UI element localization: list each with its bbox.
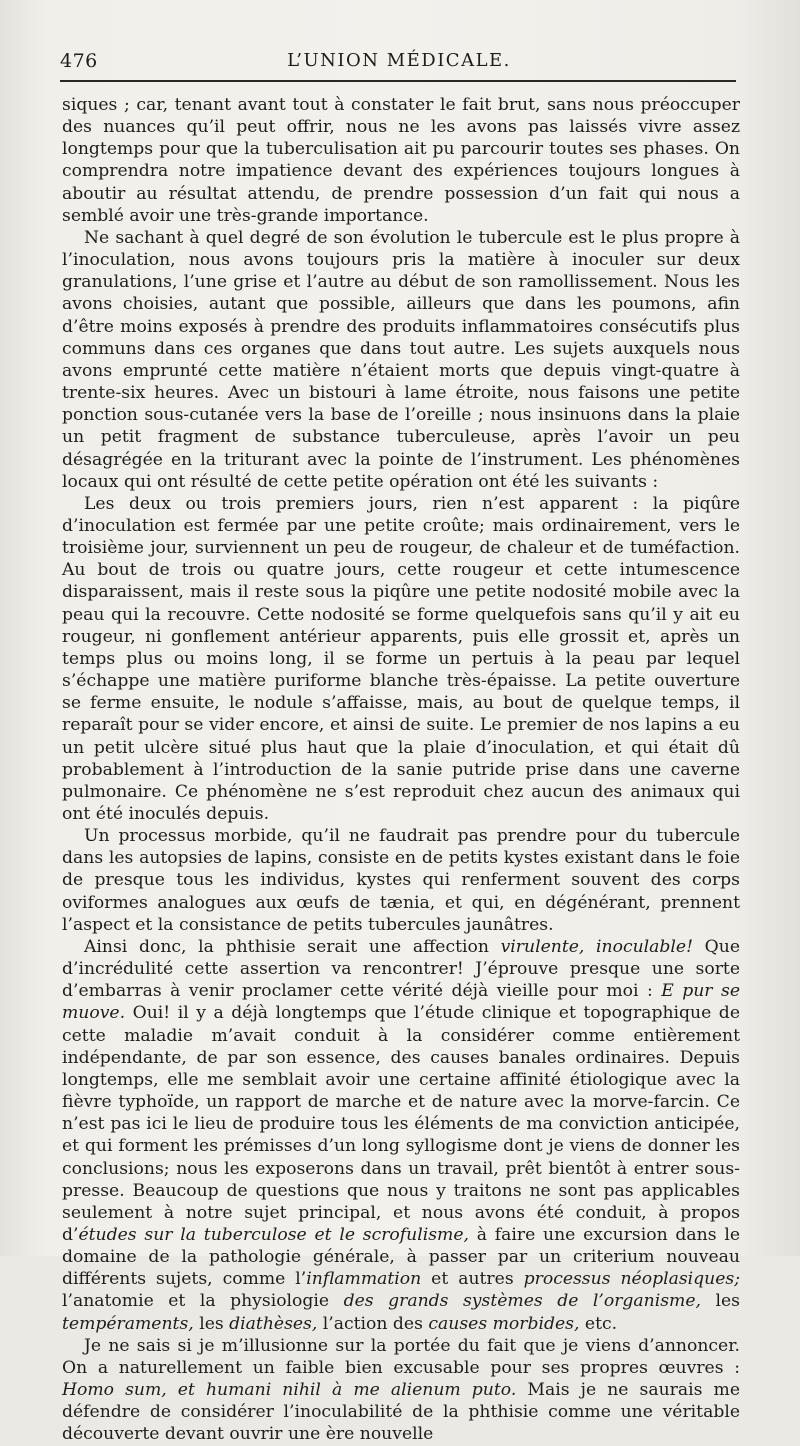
paragraph [62,1335,740,1446]
text-run: et autres [421,1269,524,1290]
text-run: siques ; car, tenant avant tout à constater le fait brut, sans nous préoccuper des nuances qu’il peut offrir, nous ne les avons pas laissés vivre assez longtemps pour que la tuberculisation ait pu parcourir toutes ses phases. On comprendra notre impatience devant des expériences toujours longues à aboutir au résultat attendu, de prendre possession d’un fait qui nous a semblé avoir une très-grande importance. [62,95,740,226]
running-title: L’UNION MÉDICALE. [287,50,511,71]
body-text [62,94,740,1446]
text-run: les [193,1313,230,1334]
text-run: l’action des [317,1313,429,1334]
text-run: Ne sachant à quel degré de son évolution le tubercule est le plus propre à l’inoculation, nous avons toujours pris la matière à inoculer sur deux granulations, l’une grise et l’autre au début de son ramollissement. Nous les avons choisies, autant que possible, ailleurs que dans les poumons, afin d’être moins exposés à prendre des produits inflammatoires consécutifs plus communs dans ces organes que dans tout autre. Les sujets auxquels nous avons emprunté cette matière n’étaient morts que depuis vingt-quatre à trente-six heures. Avec un bistouri à lame étroite, nous faisons une petite ponction sous-cutanée vers la base de l’oreille ; nous insinuons dans la plaie un petit fragment de substance tuberculeuse, après l’avoir un peu désagrégée en la triturant avec la pointe de l’instrument. Les phénomènes locaux qui ont résulté de cette petite opération ont été les suivants : [62,227,740,492]
text-run: Un processus morbide, qu’il ne faudrait pas prendre pour du tubercule dans les autopsies de lapins, consiste en de petits kystes existant dans le foie de presque tous les individus, kystes qui renferment souvent des corps oviformes analogues aux œufs de tænia, et qui, en dégénérant, prennent l’aspect et la consistance de petits tubercules jaunâtres. [62,826,740,935]
paragraph [62,936,740,1335]
paragraph [62,825,740,936]
paragraph [62,227,740,493]
text-run: les [701,1291,741,1312]
text-run: Je ne sais si je m’illusionne sur la portée du fait que je viens d’annoncer. On a naturellement un faible bien excusable pour ses propres œuvres : [62,1335,740,1378]
italic-run: études sur la tuberculose et le scrofulisme, [78,1224,469,1245]
italic-run: E pur se muove. [62,981,740,1024]
text-run: Mais je ne saurais me défendre de considérer l’inoculabilité de la phthisie comme une véritable découverte devant ouvrir une ère nouvelle [62,1380,740,1445]
italic-run: causes morbides, [428,1313,580,1334]
paragraph [62,493,740,825]
text-run: Les deux ou trois premiers jours, rien n’est apparent : la piqûre d’inoculation est fermée par une petite croûte; mais ordinairement, vers le troisième jour, surviennent un peu de rougeur, de chaleur et de tuméfaction. Au bout de trois ou quatre jours, cette rougeur et cette intumescence disparaissent, mais il reste sous la piqûre une petite nodosité mobile avec la peau qui la recouvre. Cette nodosité se forme quelquefois sans qu’il y ait eu rougeur, ni gonflement antérieur apparents, puis elle grossit et, après un temps plus ou moins long, il se forme un pertuis à la peau par lequel s’échappe une matière puriforme blanche très-épaisse. La petite ouverture se ferme ensuite, le nodule s’affaisse, mais, au bout de quelque temps, il reparaît pour se vider encore, et ainsi de suite. Le premier de nos lapins a eu un petit ulcère situé plus haut que la plaie d’inoculation, et qui était dû probablement à l’introduction de la sanie putride prise dans une caverne pulmonaire. Ce phénomène ne s’est reproduit chez aucun des animaux qui ont été inoculés depuis. [62,493,740,824]
italic-run: processus néoplasiques; [523,1269,740,1290]
page-number: 476 [60,50,98,72]
header-rule [60,80,736,82]
text-run: etc. [579,1313,618,1334]
text-run: l’anatomie et la physiologie [62,1291,344,1312]
italic-run: des grands systèmes de l’organisme, [343,1291,701,1312]
italic-run: Homo sum, et humani nihil à me alienum puto. [62,1380,517,1401]
page-header [60,46,738,80]
italic-run: virulente, inoculable! [500,936,693,957]
italic-run: tempéraments, [62,1313,194,1334]
text-run: Que d’incrédulité cette assertion va rencontrer! J’éprouve presque une sorte d’embarras à venir proclamer cette vérité déjà vieille pour moi : [62,936,740,1002]
italic-run: diathèses, [229,1313,318,1334]
italic-run: inflammation [306,1269,422,1290]
paragraph [62,94,740,227]
text-run: Ainsi donc, la phthisie serait une affection [84,936,501,957]
text-run: à faire une excursion dans le domaine de la pathologie générale, à passer par un criterium nouveau différents sujets, comme l’ [62,1224,741,1290]
text-run: Oui! il y a déjà longtemps que l’étude clinique et topographique de cette maladie m’avait conduit à la considérer comme entièrement indépendante, de par son essence, des causes banales ordinaires. Depuis longtemps, elle me semblait avoir une certaine affinité étiologique avec la fièvre typhoïde, un rapport de marche et de nature avec la morve-farcin. Ce n’est pas ici le lieu de produire tous les éléments de ma conviction anticipée, et qui forment les prémisses d’un long syllogisme dont je viens de donner les conclusions; nous les exposerons dans un travail, prêt bientôt à entrer sous-presse. Beaucoup de questions que nous y traitons ne sont pas applicables seulement à notre sujet principal, et nous avons été conduit, à propos d’ [62,1003,740,1245]
